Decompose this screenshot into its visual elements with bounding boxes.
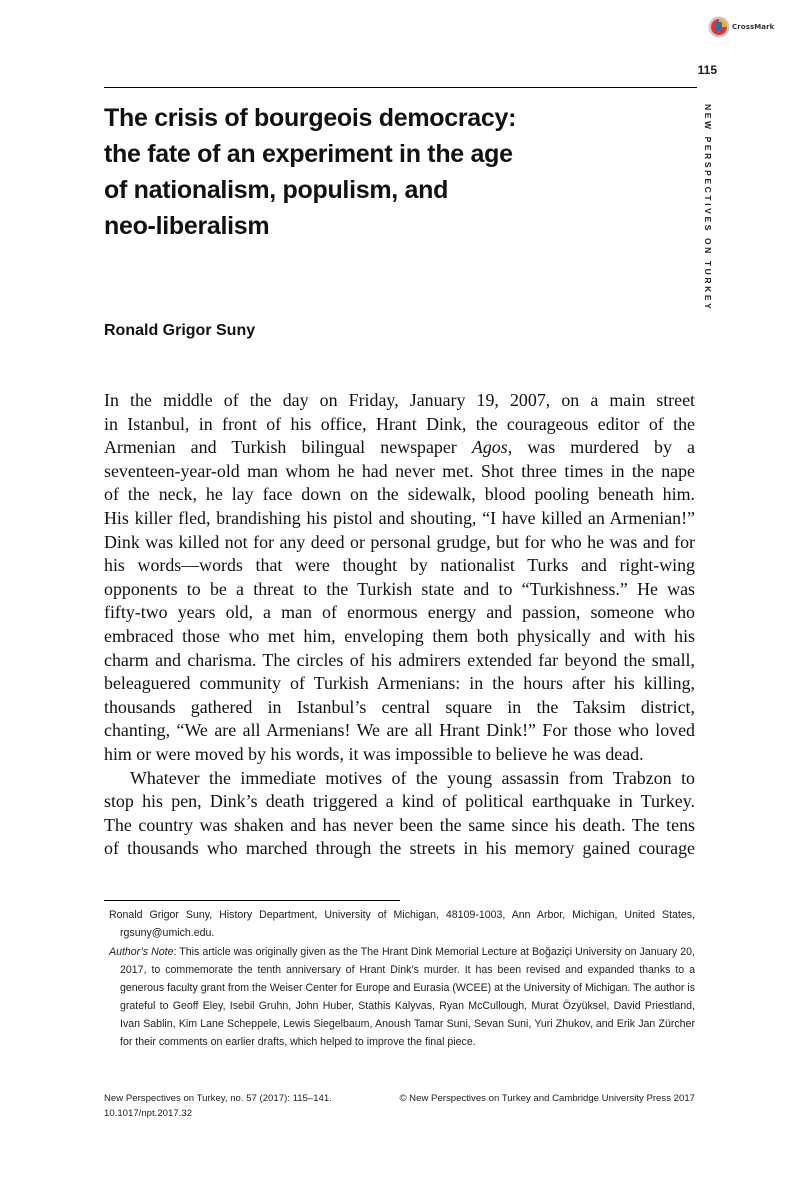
body-line: His killer fled, brandishing his pistol and shouting, “I have killed an Armenian!” xyxy=(104,507,695,528)
paragraph-1 xyxy=(104,389,695,767)
body-line: fifty-two years old, a man of enormous energy and passion, someone who xyxy=(104,602,695,623)
body-line: stop his pen, Dink’s death triggered a kind of political earthquake in Turkey. xyxy=(104,791,695,812)
footnotes xyxy=(109,906,695,1052)
body-line: Whatever the immediate motives of the young assassin from Trabzon to xyxy=(130,767,695,788)
title-line: of nationalism, populism, and xyxy=(104,176,449,204)
article-title xyxy=(104,100,584,244)
page-number: 115 xyxy=(697,63,717,77)
title-line: neo-liberalism xyxy=(104,212,270,240)
body-text xyxy=(104,389,695,861)
header-rule xyxy=(104,87,697,88)
body-line: seventeen-year-old man whom he had never met. Shot three times in the nape xyxy=(104,460,695,481)
newspaper-name: Agos xyxy=(471,437,508,458)
journal-citation: New Perspectives on Turkey, no. 57 (2017): 115–141. xyxy=(104,1093,332,1104)
footnote-authors-note xyxy=(109,943,695,1051)
body-line: charm and charisma. The circles of his admirers extended far beyond the small, xyxy=(104,649,695,670)
title-line: the fate of an experiment in the age xyxy=(104,140,513,168)
crossmark-icon xyxy=(708,16,730,38)
body-line: beleaguered community of Turkish Armenians: in the hours after his killing, xyxy=(104,673,695,694)
author-name: Ronald Grigor Suny xyxy=(104,322,256,339)
footer-copyright: © New Perspectives on Turkey and Cambridge University Press 2017 xyxy=(399,1093,695,1104)
body-line: embraced those who met him, enveloping them both physically and with his xyxy=(104,625,695,646)
body-line xyxy=(104,436,695,460)
crossmark-badge[interactable] xyxy=(708,16,774,38)
authors-note-text: : This article was originally given as the The Hrant Dink Memorial Lecture at Boğaziçi University on January 20, 2017, to commemorate the tenth anniversary of Hrant Dink’s murder. It has been revised and expanded thanks to a generous faculty grant from the Weiser Center for Europe and Eurasia (WCEE) at the University of Michigan. The author is grateful to Geoff Eley, Isebil Gruhn, John Huber, Stathis Kalyvas, Ryan McCullough, Murat Özyüksel, David Priestland, Ivan Sablin, Kim Lane Scheppele, Lewis Siegelbaum, Anoush Tamar Suni, Sevan Suni, Yuri Zhukov, and Erik Jan Zürcher for their comments on earlier drafts, which helped to improve the final piece. xyxy=(120,946,695,1048)
footnote-rule xyxy=(104,900,400,901)
body-line: his words—words that were thought by nationalist Turks and right-wing xyxy=(104,555,695,576)
body-line: Dink was killed not for any deed or personal grudge, but for who he was and for xyxy=(104,531,695,552)
body-line: The country was shaken and has never been the same since his death. The tens xyxy=(104,814,695,835)
body-line: opponents to be a threat to the Turkish state and to “Turkishness.” He was xyxy=(104,578,695,599)
title-line: The crisis of bourgeois democracy: xyxy=(104,104,517,132)
footer-citation-block xyxy=(104,1091,332,1121)
body-line-part: , was murdered by a xyxy=(507,437,695,458)
paragraph-2 xyxy=(104,767,695,861)
body-line: of the neck, he lay face down on the sidewalk, blood pooling beneath him. xyxy=(104,484,695,505)
body-line: In the middle of the day on Friday, January 19, 2007, on a main street xyxy=(104,390,695,410)
authors-note-label: Author’s Note xyxy=(109,946,174,958)
body-line: in Istanbul, in front of his office, Hrant Dink, the courageous editor of the xyxy=(104,413,695,434)
doi-link[interactable]: 10.1017/npt.2017.32 xyxy=(104,1108,193,1119)
crossmark-label: CrossMark xyxy=(732,23,775,31)
body-line: him or were moved by his words, it was impossible to believe he was dead. xyxy=(104,743,644,764)
journal-name-vertical: NEW PERSPECTIVES ON TURKEY xyxy=(703,104,713,312)
body-line: chanting, “We are all Armenians! We are all Hrant Dink!” For those who loved xyxy=(104,720,695,741)
body-line: of thousands who marched through the streets in his memory gained courage xyxy=(104,838,695,859)
body-line: thousands gathered in Istanbul’s central square in the Taksim district, xyxy=(104,696,695,717)
footnote-affiliation: Ronald Grigor Suny, History Department, University of Michigan, 48109-1003, Ann Arbor, Michigan, United States, rgsuny@umich.edu. xyxy=(109,909,695,939)
body-line-part: Armenian and Turkish bilingual newspaper xyxy=(104,437,472,458)
